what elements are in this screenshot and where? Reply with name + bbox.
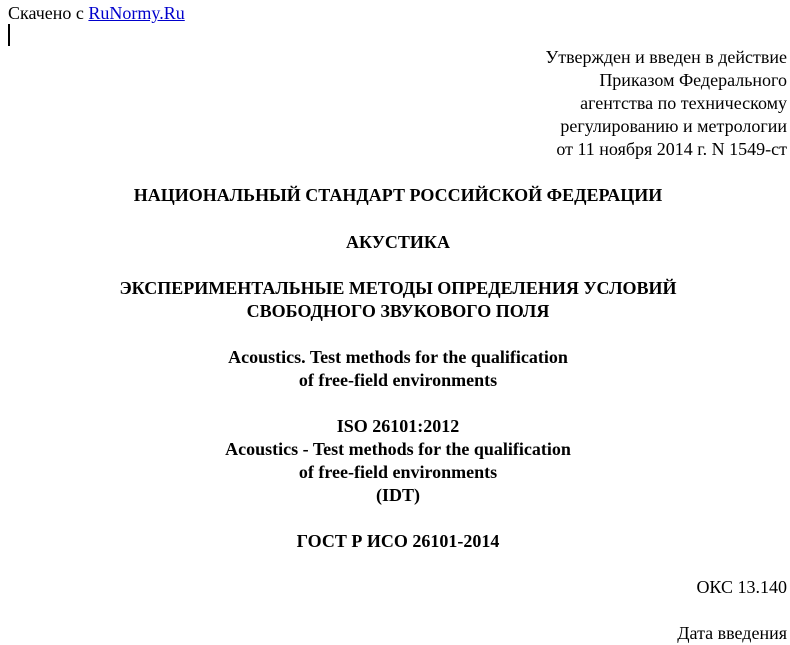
standard-type-text: НАЦИОНАЛЬНЫЙ СТАНДАРТ РОССИЙСКОЙ ФЕДЕРАЦИИ	[133, 185, 663, 205]
subject-text: АКУСТИКА	[346, 232, 450, 252]
russian-title-line: ЭКСПЕРИМЕНТАЛЬНЫЕ МЕТОДЫ ОПРЕДЕЛЕНИЯ УСЛОВИЙ	[119, 278, 677, 298]
oks-code: ОКС 13.140	[696, 577, 787, 597]
approval-line: Утвержден и введен в действие	[545, 47, 787, 67]
iso-degree: (IDT)	[376, 485, 420, 505]
gost-number-heading	[0, 530, 790, 553]
iso-reference	[0, 415, 790, 507]
date-label: Дата введения	[677, 623, 787, 643]
source-line	[8, 2, 185, 25]
russian-title	[0, 277, 790, 323]
english-title-line: of free-field environments	[298, 370, 498, 390]
iso-title-line: of free-field environments	[298, 462, 498, 482]
english-title	[0, 346, 790, 392]
approval-line: агентства по техническому	[580, 93, 787, 113]
approval-line: регулированию и метрологии	[560, 116, 787, 136]
iso-code: ISO 26101:2012	[336, 416, 460, 436]
approval-line: Приказом Федерального	[599, 70, 787, 90]
approval-block	[545, 46, 787, 161]
gost-number-text: ГОСТ Р ИСО 26101-2014	[296, 531, 500, 551]
approval-line: от 11 ноября 2014 г. N 1549-ст	[556, 139, 787, 159]
runormy-link[interactable]: RuNormy.Ru	[88, 3, 185, 23]
source-prefix: Скачено с	[8, 3, 89, 23]
english-title-line: Acoustics. Test methods for the qualification	[228, 347, 568, 367]
text-cursor	[8, 24, 10, 46]
standard-type-heading	[0, 184, 790, 207]
subject-heading	[0, 231, 790, 254]
russian-title-line: СВОБОДНОГО ЗВУКОВОГО ПОЛЯ	[246, 301, 550, 321]
iso-title-line: Acoustics - Test methods for the qualification	[225, 439, 571, 459]
